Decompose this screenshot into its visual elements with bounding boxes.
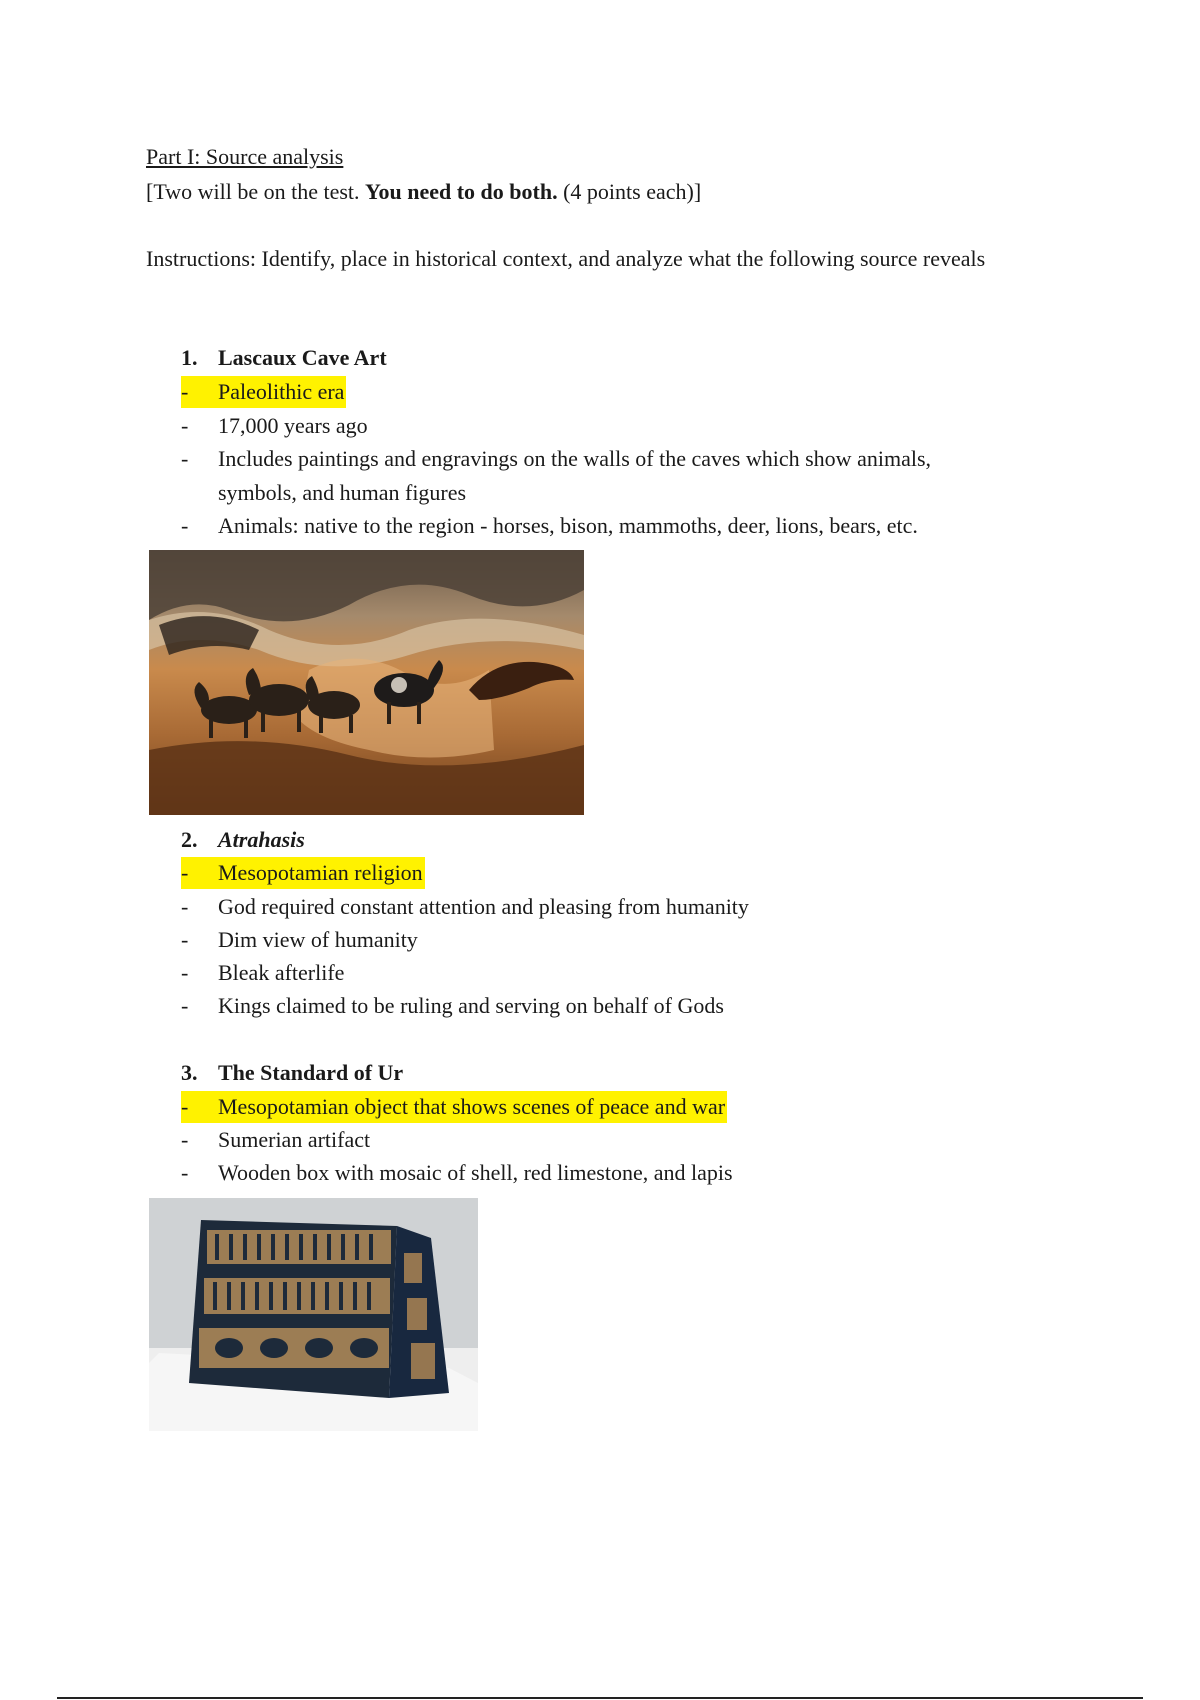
bullet-dash: - bbox=[181, 1127, 189, 1152]
bullet-dash: - bbox=[181, 376, 218, 408]
item-heading bbox=[181, 824, 305, 856]
instructions: Instructions: Identify, place in historical context, and analyze what the following source reveals bbox=[146, 246, 986, 271]
bullet-text: Kings claimed to be ruling and serving on behalf of Gods bbox=[218, 993, 724, 1018]
note-prefix: [Two will be on the test. bbox=[146, 179, 366, 204]
note-suffix: (4 points each)] bbox=[557, 179, 702, 204]
bullet-dash: - bbox=[181, 993, 189, 1018]
bullet-text: Wooden box with mosaic of shell, red limestone, and lapis bbox=[218, 1160, 733, 1185]
section-title: Part I: Source analysis bbox=[146, 144, 344, 169]
bullet bbox=[181, 990, 724, 1022]
bullet-continuation: symbols, and human figures bbox=[218, 480, 467, 505]
bullet-dash: - bbox=[181, 446, 189, 471]
bullet-dash: - bbox=[181, 857, 218, 889]
bullet-highlighted bbox=[181, 1091, 727, 1123]
bullet bbox=[181, 510, 918, 542]
bullet-dash: - bbox=[181, 927, 189, 952]
bullet bbox=[181, 924, 418, 956]
item-heading bbox=[181, 342, 387, 374]
bullet bbox=[181, 410, 368, 442]
bullet-text: 17,000 years ago bbox=[218, 413, 368, 438]
item-heading bbox=[181, 1057, 403, 1089]
bullet bbox=[181, 957, 344, 989]
bullet-highlighted bbox=[181, 376, 346, 408]
bullet bbox=[181, 443, 931, 475]
item-title: The Standard of Ur bbox=[218, 1060, 404, 1085]
bullet-highlighted bbox=[181, 857, 425, 889]
bullet-text: Mesopotamian object that shows scenes of peace and war bbox=[218, 1094, 726, 1119]
test-note bbox=[146, 176, 701, 208]
bullet-text: Paleolithic era bbox=[218, 379, 345, 404]
item-title: Atrahasis bbox=[218, 827, 305, 852]
page-bottom-rule bbox=[57, 1697, 1143, 1699]
bullet-text: Bleak afterlife bbox=[218, 960, 345, 985]
item-number: 3. bbox=[181, 1060, 198, 1085]
item-number: 1. bbox=[181, 345, 198, 370]
bullet-dash: - bbox=[181, 960, 189, 985]
bullet bbox=[181, 891, 749, 923]
lascaux-cave-image bbox=[149, 550, 584, 815]
item-number: 2. bbox=[181, 827, 198, 852]
standard-of-ur-image bbox=[149, 1198, 478, 1431]
bullet-dash: - bbox=[181, 413, 189, 438]
bullet bbox=[181, 1124, 370, 1156]
bullet-text: Includes paintings and engravings on the walls of the caves which show animals, bbox=[218, 446, 932, 471]
note-bold: You need to do both. bbox=[365, 179, 558, 204]
bullet-dash: - bbox=[181, 1160, 189, 1185]
item-title: Lascaux Cave Art bbox=[218, 345, 387, 370]
bullet bbox=[181, 1157, 733, 1189]
bullet-text: Dim view of humanity bbox=[218, 927, 418, 952]
bullet-dash: - bbox=[181, 894, 189, 919]
bullet-dash: - bbox=[181, 513, 189, 538]
bullet-text: God required constant attention and pleasing from humanity bbox=[218, 894, 749, 919]
bullet-text: Sumerian artifact bbox=[218, 1127, 371, 1152]
bullet-text: Animals: native to the region - horses, bison, mammoths, deer, lions, bears, etc. bbox=[218, 513, 918, 538]
bullet-text: Mesopotamian religion bbox=[218, 860, 423, 885]
bullet-dash: - bbox=[181, 1091, 218, 1123]
